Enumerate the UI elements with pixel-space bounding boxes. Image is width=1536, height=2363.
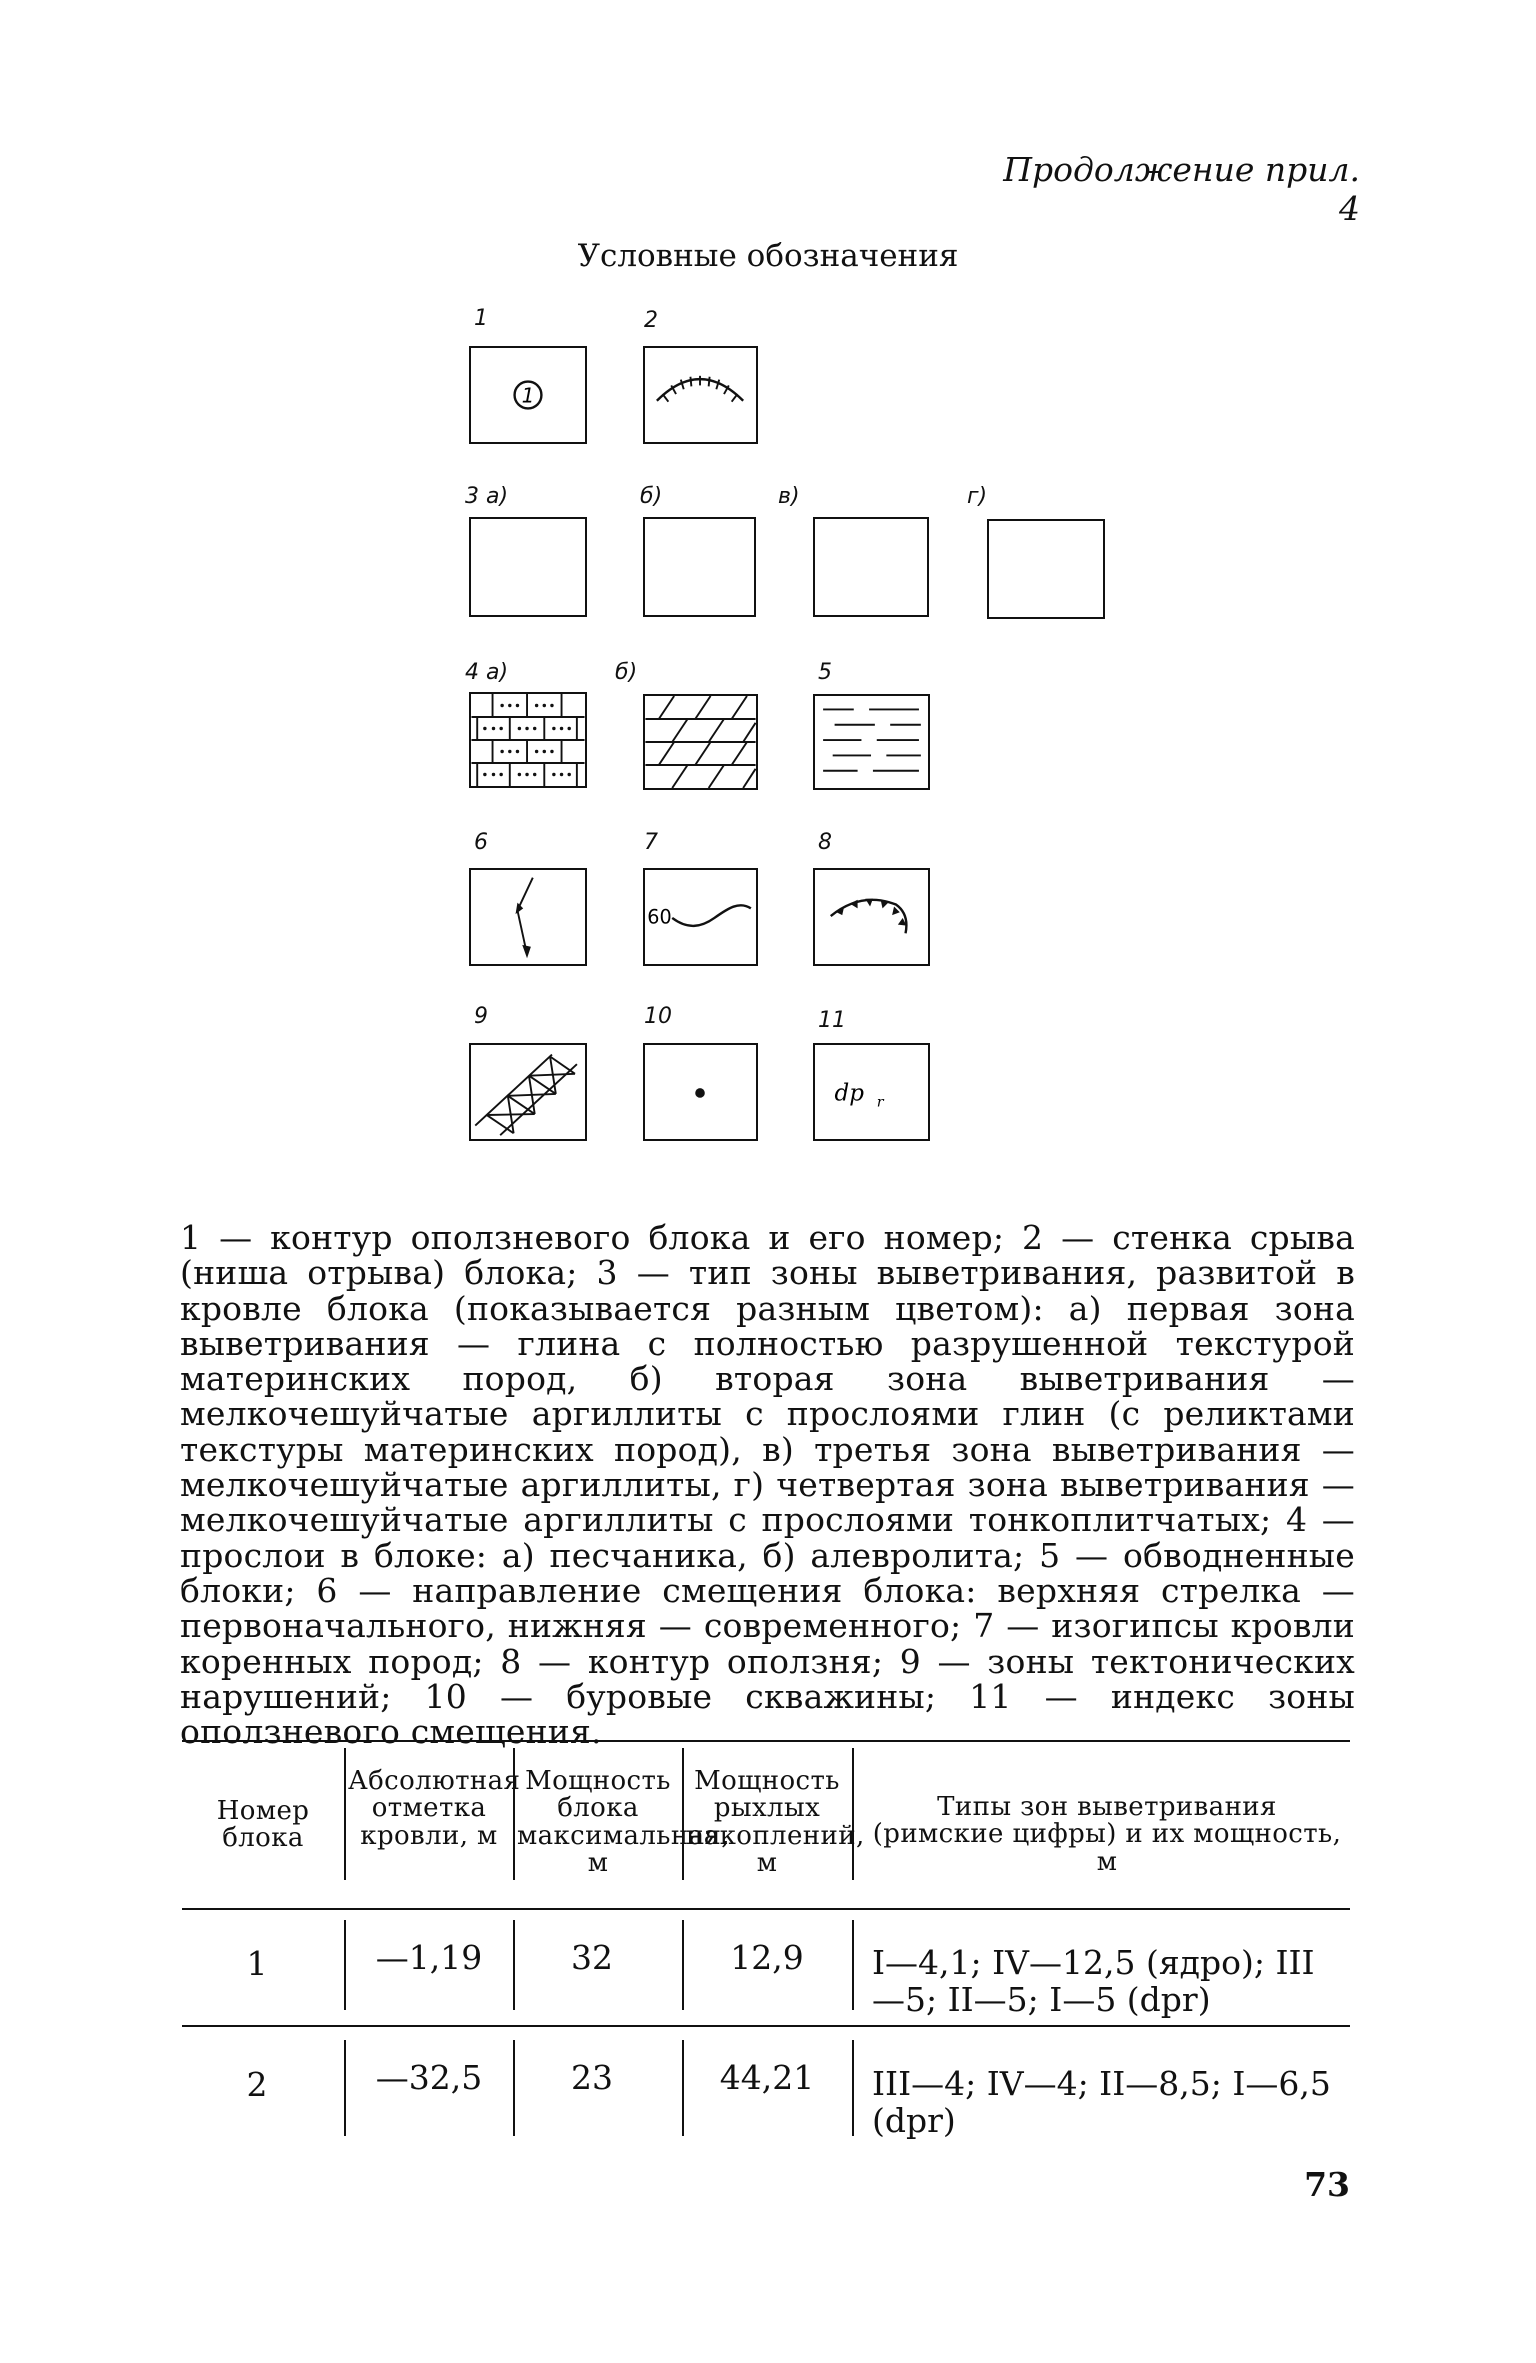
col-divider [852,1748,854,1880]
scarp-wall-symbol [643,346,758,444]
index-label-text: dp [834,1080,865,1107]
col-divider [682,1920,684,2010]
weathering-zone-b-symbol [643,517,756,617]
col-divider [513,2040,515,2136]
borehole-symbol [643,1043,758,1141]
legend-title: Условные обозначения [577,238,959,274]
table-row-rule [182,2025,1350,2027]
continuation-header: Продолжение прил. 4 [1003,150,1360,228]
weathering-zone-d-symbol [987,519,1105,619]
page-number: 73 [1304,2165,1350,2204]
legend-label-3c: в) [778,484,800,509]
row2-block: 2 [246,2065,268,2104]
legend-label-1: 1 [474,306,488,331]
legend-label-9: 9 [474,1004,488,1029]
watered-blocks-symbol [813,694,930,790]
tectonic-fault-zone-symbol [469,1043,587,1141]
legend-label-11: 11 [818,1008,846,1033]
col-divider [513,1920,515,2010]
row1-elevation: —1,19 [375,1938,483,1977]
legend-label-2: 2 [644,308,658,333]
landslide-block-contour-symbol [469,346,587,444]
blocks-table [182,1740,1350,2140]
legend-label-5: 5 [818,660,832,685]
legend-label-3a: 3 а) [465,484,509,509]
table-top-rule [182,1740,1350,1742]
row2-elevation: —32,5 [375,2058,483,2097]
legend-caption: 1 — контур оползневого блока и его номер; 2 — стенка срыва (ниша отрыва) блока; 3 — тип зоны выветривания, развитой в кровле блока (показывается разным цветом): а) первая зона выветривания — глина с полностью разрушенной текстурой материнских пород, б) вторая зона выветривания — мелкочешуйчатые аргиллиты с прослоями глин (с реликтами текстуры материнских пород), в) третья зона выветривания — мелкочешуйчатые аргиллиты, г) четвертая зона выветривания — мелкочешуйчатые аргиллиты с прослоями тонкоплитчатых; 4 — прослои в блоке: а) песчаника, б) алевролита; 5 — обводненные блоки; 6 — направление смещения блока: верхняя стрелка — первоначального, нижняя — современного; 7 — изогипсы кровли коренных пород; 8 — контур оползня; 9 — зоны тектонических нарушений; 10 — буровые скважины; 11 — индекс зоны оползневого смещения. [180,1218,1355,1752]
row2-max-thickness: 23 [571,2058,613,2097]
header-loose-thickness: Мощность рыхлых накоплений, м [686,1766,865,1878]
col-divider [852,2040,854,2136]
row2-zones: III—4; IV—4; II—8,5; I—6,5 (dpr) [872,2064,1331,2141]
col-divider [852,1920,854,2010]
siltstone-interlayer-symbol [643,694,758,790]
weathering-zone-a-symbol [469,517,587,617]
weathering-zone-c-symbol [813,517,929,617]
legend-label-10: 10 [644,1004,672,1029]
row1-block: 1 [246,1944,268,1983]
header-block-number: Номер блока [216,1796,310,1854]
displacement-zone-index-symbol [813,1043,930,1141]
row1-loose-thickness: 12,9 [730,1938,804,1977]
row1-max-thickness: 32 [571,1938,613,1977]
header-weathering-zones: Типы зон выветривания (римские цифры) и их мощность, м [872,1792,1342,1877]
legend-label-3b: б) [640,484,663,509]
landslide-contour-symbol [813,868,930,966]
col-divider [344,2040,346,2136]
col-divider [344,1920,346,2010]
legend-label-4b: б) [615,660,638,685]
row2-loose-thickness: 44,21 [719,2058,815,2097]
col-divider [682,1748,684,1880]
table-header-rule [182,1908,1350,1910]
header-max-thickness: Мощность блока максимальная, м [517,1766,730,1878]
index-subscript-text: r [876,1094,884,1111]
isohypse-value-text: 60 [647,905,672,929]
isohypse-symbol [643,868,758,966]
legend-label-7: 7 [644,830,658,855]
displacement-direction-symbol [469,868,587,966]
col-divider [682,2040,684,2136]
legend-label-6: 6 [474,830,488,855]
col-divider [344,1748,346,1880]
sandstone-interlayer-symbol [469,692,587,788]
header-elevation: Абсолютная отметка кровли, м [348,1766,521,1851]
legend-label-3d: г) [967,484,988,509]
block-number-text: 1 [521,383,535,408]
legend-label-8: 8 [818,830,832,855]
legend-label-4a: 4 а) [465,660,509,685]
row1-zones: I—4,1; IV—12,5 (ядро); III—5; II—5; I—5 (dpr) [872,1943,1315,2020]
